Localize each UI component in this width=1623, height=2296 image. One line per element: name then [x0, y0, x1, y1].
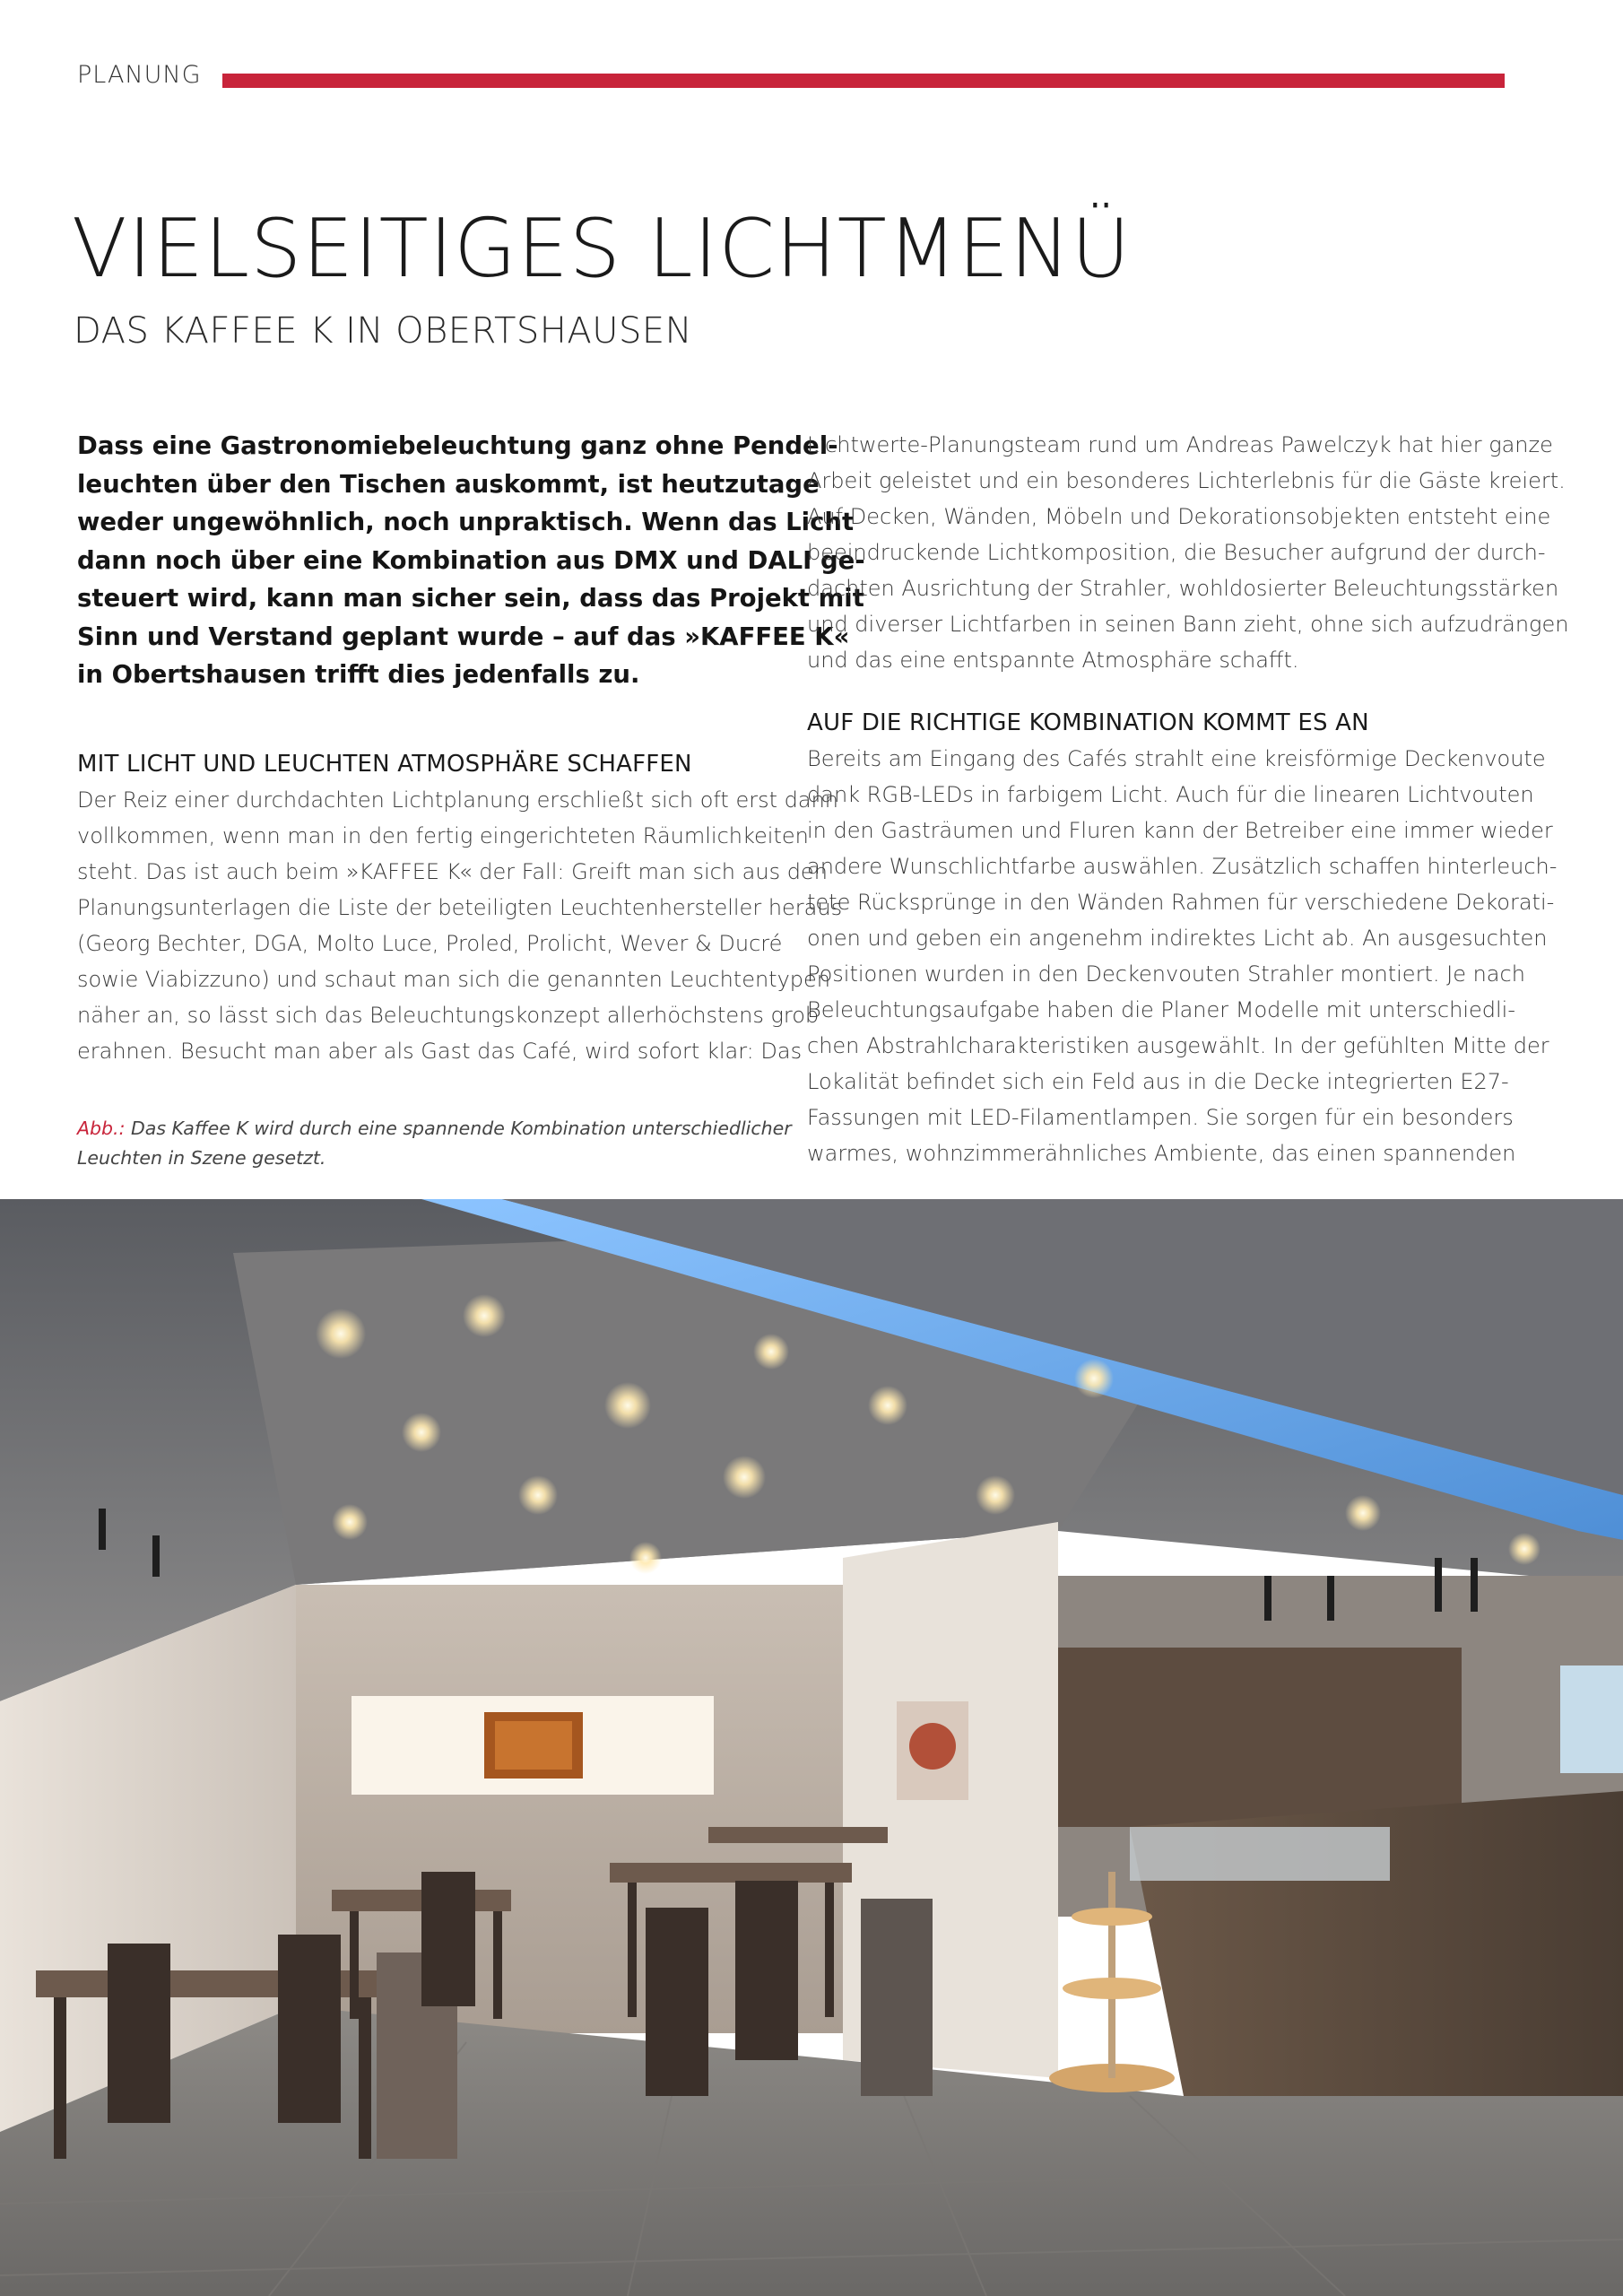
left-column [77, 427, 865, 1173]
body-line: Bereits am Eingang des Cafés strahlt eine kreisförmige Deckenvoute [807, 746, 1546, 771]
cafe-interior-photo [0, 1199, 1623, 2296]
body-line: Auf Decken, Wänden, Möbeln und Dekorationsobjekten entsteht eine [807, 504, 1551, 529]
body-line: (Georg Bechter, DGA, Molto Luce, Proled, Prolicht, Wever & Ducré [77, 930, 783, 956]
body-line: Lokalität befindet sich ein Feld aus in die Decke integrierten E27- [807, 1069, 1509, 1094]
body-line: sowie Viabizzuno) und schaut man sich die genannten Leuchtentypen [77, 966, 830, 992]
caption-text: Leuchten in Szene gesetzt. [77, 1146, 326, 1169]
body-line: warmes, wohnzimmerähnliches Ambiente, das einen spannenden [807, 1141, 1516, 1166]
lead-line: Sinn und Verstand geplant wurde – auf das »KAFFEE K« [77, 622, 850, 651]
body-line: Lichtwerte-Planungsteam rund um Andreas Pawelczyk hat hier ganze [807, 432, 1553, 457]
lead-line: leuchten über den Tischen auskommt, ist heutzutage [77, 469, 820, 499]
body-line: Fassungen mit LED-Filamentlampen. Sie sorgen für ein besonders [807, 1105, 1514, 1130]
lead-line: weder ungewöhnlich, noch unpraktisch. Wenn das Licht [77, 508, 855, 536]
body-line: erahnen. Besucht man aber als Gast das Café, wird sofort klar: Das [77, 1038, 803, 1064]
section-heading: AUF DIE RICHTIGE KOMBINATION KOMMT ES AN [807, 709, 1369, 736]
body-line: tete Rücksprünge in den Wänden Rahmen für verschiedene Dekorati- [807, 890, 1555, 915]
body-line: Positionen wurden in den Deckenvouten Strahler montiert. Je nach [807, 961, 1525, 987]
article-title: VIELSEITIGES LICHTMENÜ [72, 202, 1132, 296]
lead-line: Dass eine Gastronomiebeleuchtung ganz ohne Pendel- [77, 431, 838, 460]
body-line: onen und geben ein angenehm indirektes Licht ab. An ausgesuchten [807, 926, 1548, 951]
caption-label: Abb.: [77, 1117, 126, 1139]
body-line: in den Gasträumen und Fluren kann der Betreiber eine immer wieder [807, 818, 1553, 843]
body-line: Arbeit geleistet und ein besonderes Lichterlebnis für die Gäste kreiert. [807, 468, 1566, 493]
body-paragraph [77, 782, 843, 1069]
caption-text: Das Kaffee K wird durch eine spannende Kombination unterschiedlicher [125, 1117, 792, 1139]
lead-line: dann noch über eine Kombination aus DMX und DALI ge- [77, 545, 865, 575]
body-line: beeindruckende Lichtkomposition, die Besucher aufgrund der durch- [807, 540, 1546, 565]
body-line: vollkommen, wenn man in den fertig eingerichteten Räumlichkeiten [77, 822, 809, 848]
body-paragraph [807, 741, 1558, 1171]
section-heading: MIT LICHT UND LEUCHTEN ATMOSPHÄRE SCHAFFEN [77, 750, 692, 778]
body-line: Der Reiz einer durchdachten Lichtplanung erschließt sich oft erst dann [77, 787, 838, 813]
body-line: näher an, so lässt sich das Beleuchtungskonzept allerhöchstens grob [77, 1002, 820, 1028]
article-subtitle: DAS KAFFEE K IN OBERTSHAUSEN [74, 310, 693, 352]
body-line: dachten Ausrichtung der Strahler, wohldosierter Beleuchtungsstärken [807, 576, 1559, 601]
lead-line: steuert wird, kann man sicher sein, dass das Projekt mit [77, 584, 864, 613]
section-label: PLANUNG [77, 61, 202, 89]
body-line: steht. Das ist auch beim »KAFFEE K« der Fall: Greift man sich aus den [77, 858, 828, 884]
body-line: und diverser Lichtfarben in seinen Bann zieht, ohne sich aufzudrängen [807, 612, 1569, 637]
body-line: Planungsunterlagen die Liste der beteiligten Leuchtenhersteller heraus [77, 894, 843, 920]
body-line: dank RGB-LEDs in farbigem Licht. Auch für die linearen Lichtvouten [807, 782, 1534, 807]
lead-line: in Obertshausen trifft dies jedenfalls zu. [77, 660, 640, 689]
body-line: und das eine entspannte Atmosphäre schafft. [807, 648, 1299, 673]
right-column [807, 427, 1569, 1171]
body-line: chen Abstrahlcharakteristiken ausgewählt. In der gefühlten Mitte der [807, 1033, 1549, 1058]
body-line: Beleuchtungsaufgabe haben die Planer Modelle mit unterschiedli- [807, 997, 1515, 1022]
section-rule [222, 74, 1505, 88]
body-paragraph [807, 427, 1569, 678]
image-caption [77, 1114, 792, 1173]
lead-paragraph [77, 427, 865, 694]
body-line: andere Wunschlichtfarbe auswählen. Zusätzlich schaffen hinterleuch- [807, 854, 1558, 879]
